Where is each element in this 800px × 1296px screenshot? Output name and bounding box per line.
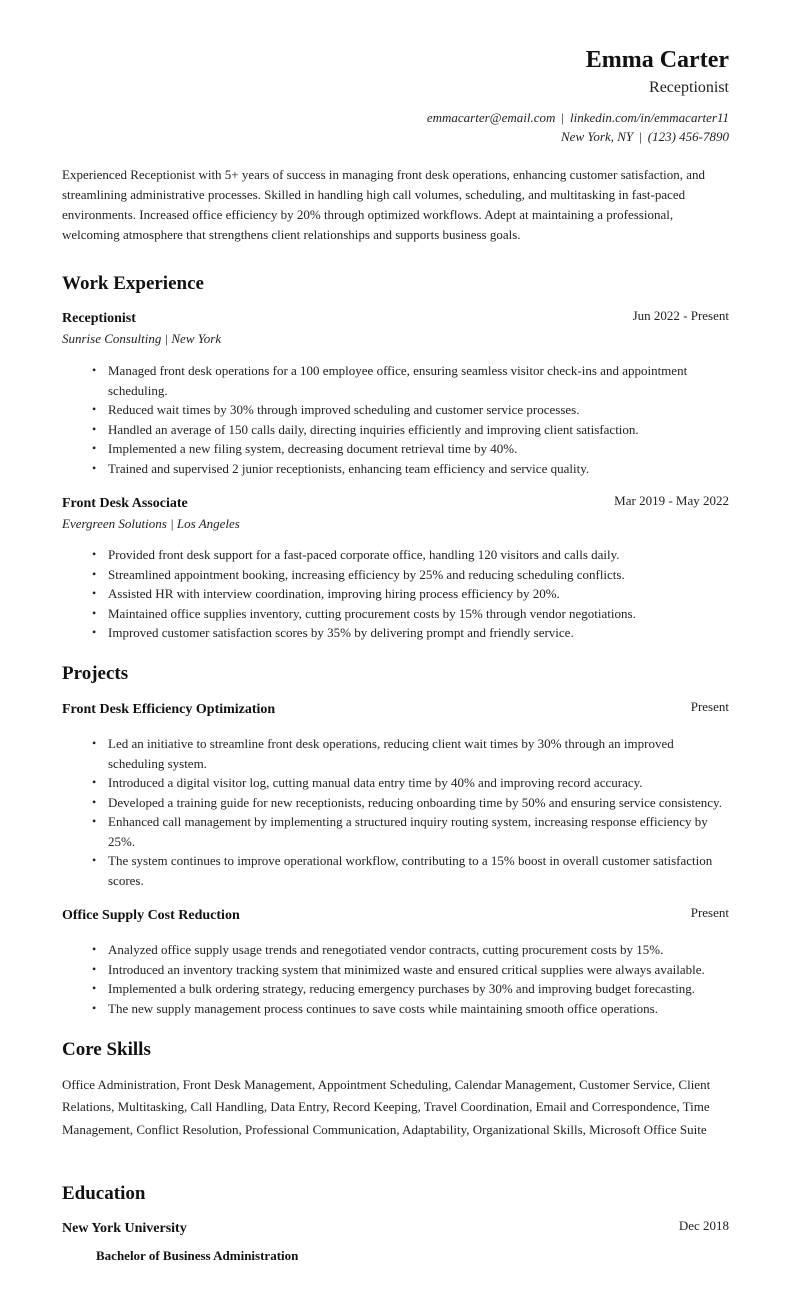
project-entry: [62, 701, 729, 719]
list-item: • Reduced wait times by 30% through improved scheduling and customer service processes.: [90, 400, 729, 420]
list-item: • Analyzed office supply usage trends and renegotiated vendor contracts, cutting procurement costs by 15%.: [90, 940, 729, 960]
degree-wrapper: [62, 1247, 729, 1265]
job-company: Evergreen Solutions | Los Angeles: [62, 516, 240, 531]
education-entry: [62, 1220, 729, 1238]
list-item: • Streamlined appointment booking, increasing efficiency by 25% and reducing scheduling conflicts.: [90, 565, 729, 585]
section-title-education: Education: [62, 1183, 146, 1204]
contact-line-2: [427, 127, 729, 146]
phone-text: (123) 456-7890: [647, 129, 729, 144]
education-date: Dec 2018: [678, 1218, 729, 1233]
list-item: • Trained and supervised 2 junior receptionists, enhancing team efficiency and service quality.: [90, 459, 729, 479]
linkedin-link[interactable]: linkedin.com/in/emmacarter11: [570, 110, 729, 125]
job-date: Jun 2022 - Present: [632, 308, 729, 323]
list-item: • Maintained office supplies inventory, cutting procurement costs by 15% through vendor negotiations.: [90, 604, 729, 624]
section-title-projects: Projects: [62, 663, 129, 684]
list-item: • Implemented a bulk ordering strategy, reducing emergency purchases by 30% and improving budget forecasting.: [90, 979, 729, 999]
project-bullets: [90, 734, 729, 890]
resume-header: [427, 46, 729, 146]
list-item: • The system continues to improve operational workflow, contributing to a 15% boost in overall customer satisfaction scores.: [90, 851, 729, 890]
location-text: New York, NY: [561, 129, 634, 144]
list-item: • Managed front desk operations for a 100 employee office, ensuring seamless visitor check-ins and appointment scheduling.: [90, 361, 729, 400]
skills-list: Office Administration, Front Desk Management, Appointment Scheduling, Calendar Management, Customer Service, Client Relations, Multitasking, Call Handling, Data Entry, Record Keeping, Travel Coordination, Email and Correspondence, Time Management, Conflict Resolution, Professional Communication, Adaptability, Organizational Skills, Microsoft Office Suite: [62, 1077, 711, 1137]
contact-info: [427, 108, 729, 146]
job-date: Mar 2019 - May 2022: [614, 493, 729, 508]
professional-summary: Experienced Receptionist with 5+ years of success in managing front desk operations, enhancing customer satisfaction, and streamlining administrative processes. Skilled in handling high call volumes, scheduling, and multitasking in fast-paced environments. Increased office efficiency by 20% through optimized workflows. Adept at maintaining a professional, welcoming atmosphere that strengthens client relationships and supports business goals.: [62, 167, 706, 242]
project-date: Present: [690, 905, 729, 920]
list-item: • Led an initiative to streamline front desk operations, reducing client wait times by 30% through an improved scheduling system.: [90, 734, 729, 773]
project-bullets: [90, 940, 729, 1018]
list-item: • Developed a training guide for new receptionists, reducing onboarding time by 50% and ensuring service consistency.: [90, 793, 729, 813]
project-title: Office Supply Cost Reduction: [62, 908, 240, 923]
job-title: Receptionist: [62, 311, 136, 326]
email-link[interactable]: emmacarter@email.com: [426, 110, 556, 125]
job-bullets: [90, 545, 729, 643]
contact-separator: |: [561, 110, 565, 125]
job-bullets: [90, 361, 729, 478]
list-item: • Assisted HR with interview coordination, improving hiring process efficiency by 20%.: [90, 584, 729, 604]
list-item: • Handled an average of 150 calls daily, directing inquiries efficiently and improving client satisfaction.: [90, 420, 729, 440]
project-entry: [62, 907, 729, 925]
project-date: Present: [690, 699, 729, 714]
list-item: • Introduced an inventory tracking system that minimized waste and ensured critical supplies were always available.: [90, 960, 729, 980]
contact-separator: |: [639, 129, 642, 144]
list-item: • Enhanced call management by implementing a structured inquiry routing system, increasing response efficiency by 25%.: [90, 812, 729, 851]
section-title-work: Work Experience: [62, 273, 204, 294]
list-item: • Implemented a new filing system, decreasing document retrieval time by 40%.: [90, 439, 729, 459]
job-entry: [62, 310, 729, 348]
list-item: • Provided front desk support for a fast-paced corporate office, handling 120 visitors and calls daily.: [90, 545, 729, 565]
degree-name: Bachelor of Business Administration: [96, 1248, 299, 1263]
contact-line-1: [427, 108, 729, 127]
list-item: • Introduced a digital visitor log, cutting manual data entry time by 40% and improving record accuracy.: [90, 773, 729, 793]
project-title: Front Desk Efficiency Optimization: [62, 702, 276, 717]
job-entry: [62, 495, 729, 533]
candidate-name: Emma Carter: [585, 47, 729, 73]
job-title: Front Desk Associate: [62, 496, 188, 511]
list-item: • Improved customer satisfaction scores by 35% by delivering prompt and friendly service.: [90, 623, 729, 643]
job-company: Sunrise Consulting | New York: [62, 331, 222, 346]
school-name: New York University: [62, 1221, 187, 1236]
candidate-role: Receptionist: [649, 79, 729, 96]
section-title-skills: Core Skills: [62, 1039, 151, 1060]
list-item: • The new supply management process continues to save costs while maintaining smooth office operations.: [90, 999, 729, 1019]
